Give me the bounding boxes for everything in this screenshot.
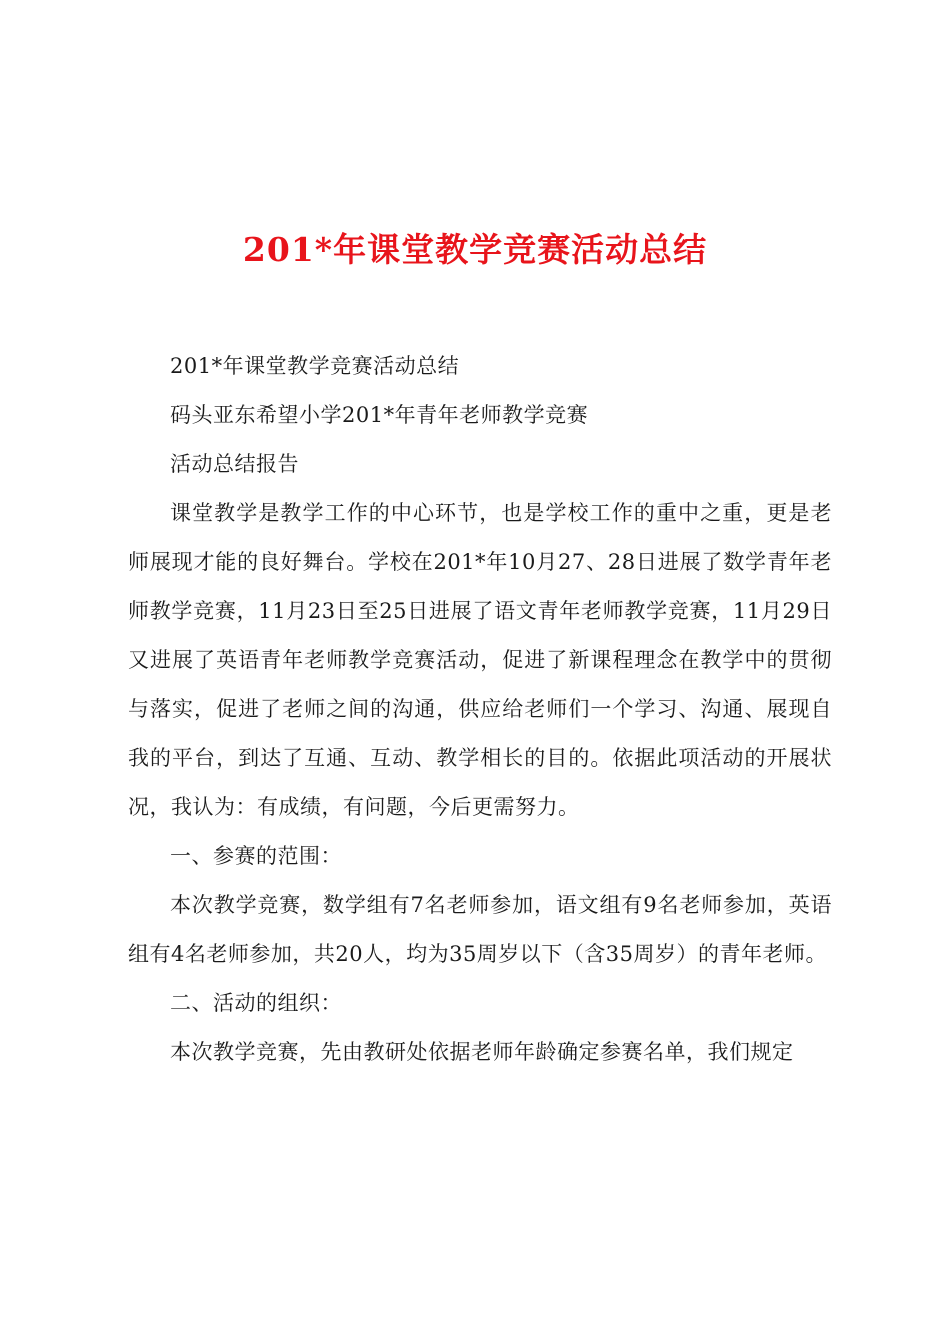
- document-title: 201*年课堂教学竞赛活动总结: [242, 230, 708, 270]
- paragraph-scope: 本次教学竞赛，数学组有7名老师参加，语文组有9名老师参加，英语组有4名老师参加，共20人，均为35周岁以下（含35周岁）的青年老师。: [128, 893, 832, 966]
- paragraph-report-label: 活动总结报告: [170, 452, 299, 476]
- paragraph-school-line: 码头亚东希望小学201*年青年老师教学竞赛: [170, 403, 589, 427]
- section-heading-organization: 二、活动的组织：: [170, 991, 342, 1015]
- paragraph-subtitle: 201*年课堂教学竞赛活动总结: [170, 354, 460, 378]
- paragraph-intro: 课堂教学是教学工作的中心环节，也是学校工作的重中之重，更是老师展现才能的良好舞台。学校在201*年10月27、28日进展了数学青年老师教学竞赛，11月23日至25日进展了语文青年老师教学竞赛，11月29日又进展了英语青年老师教学竞赛活动，促进了新课程理念在教学中的贯彻与落实，促进了老师之间的沟通，供应给老师们一个学习、沟通、展现自我的平台，到达了互通、互动、教学相长的目的。依据此项活动的开展状况，我认为：有成绩，有问题，今后更需努力。: [128, 501, 832, 819]
- paragraph-organization: 本次教学竞赛，先由教研处依据老师年龄确定参赛名单，我们规定: [170, 1040, 794, 1064]
- document-body: [128, 342, 832, 1077]
- section-heading-scope: 一、参赛的范围：: [170, 844, 342, 868]
